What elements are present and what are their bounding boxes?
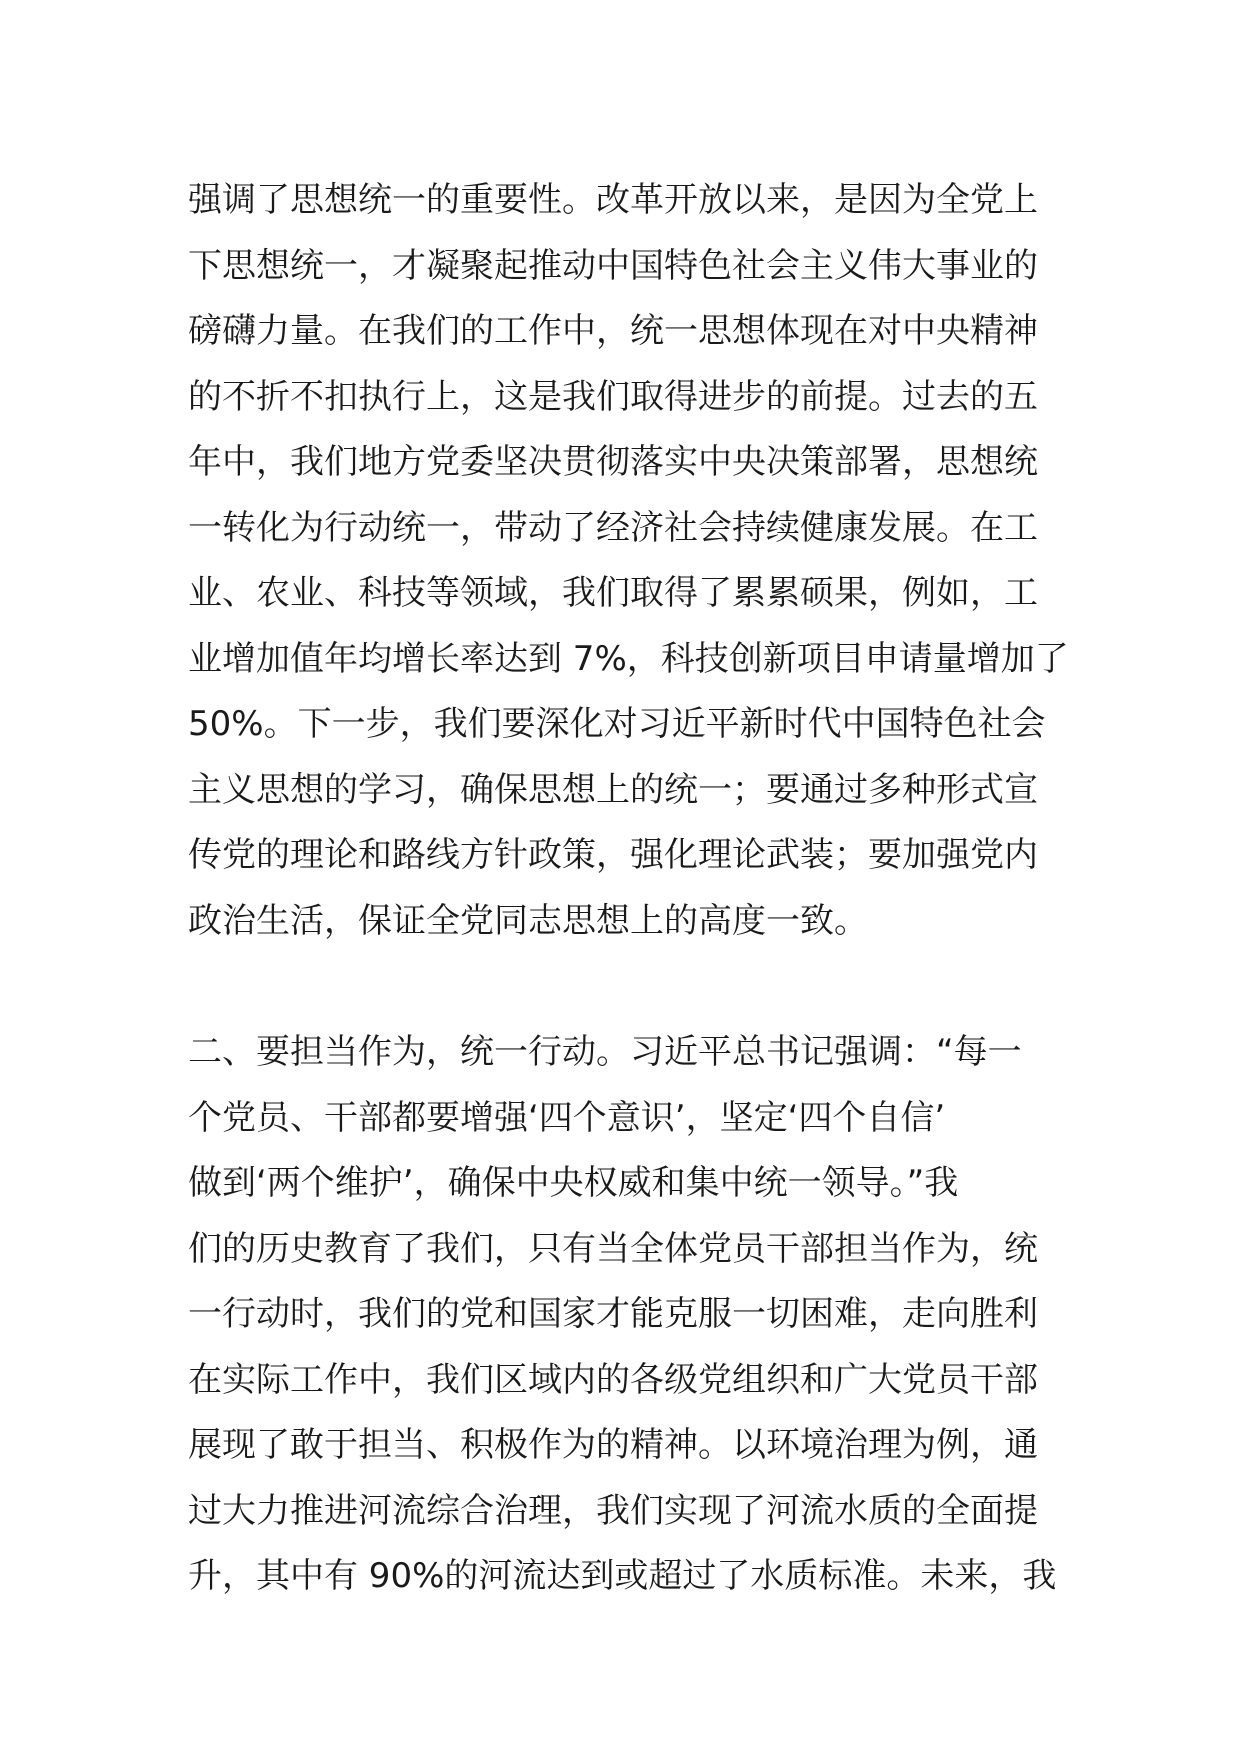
text-line: 展现了敢于担当、积极作为的精神。以环境治理为例，通 [188, 1425, 1038, 1465]
paragraph-unified-action [188, 1020, 1068, 1610]
text-line: 一转化为行动统一，带动了经济社会持续健康发展。在工 [188, 507, 1038, 548]
text-line: 个党员、干部都要增强‘四个意识’，坚定‘四个自信’ [188, 1097, 946, 1138]
text-line: 做到‘两个维护’，确保中央权威和集中统一领导。”我 [188, 1163, 959, 1203]
text-line: 业、农业、科技等领域，我们取得了累累硕果，例如，工 [188, 573, 1038, 613]
text-line: 的不折不扣执行上，这是我们取得进步的前提。过去的五 [188, 376, 1038, 417]
text-line: 下思想统一，才凝聚起推动中国特色社会主义伟大事业的 [188, 245, 1038, 286]
text-line: 过大力推进河流综合治理，我们实现了河流水质的全面提 [188, 1490, 1038, 1531]
text-line: 一行动时，我们的党和国家才能克服一切困难，走向胜利 [188, 1294, 1038, 1334]
text-line: 政治生活，保证全党同志思想上的高度一致。 [188, 900, 868, 941]
paragraph-thought-unity [188, 168, 1068, 954]
text-line: 磅礴力量。在我们的工作中，统一思想体现在对中央精神 [188, 311, 1038, 351]
text-line: 二、要担当作为，统一行动。习近平总书记强调：“每一 [188, 1032, 1022, 1072]
text-line: 传党的理论和路线方针政策，强化理论武装；要加强党内 [188, 835, 1038, 875]
text-line: 主义思想的学习，确保思想上的统一；要通过多种形式宣 [188, 769, 1038, 810]
text-line: 在实际工作中，我们区域内的各级党组织和广大党员干部 [188, 1359, 1038, 1400]
text-line: 们的历史教育了我们，只有当全体党员干部担当作为，统 [188, 1228, 1038, 1269]
text-line: 升，其中有 90%的河流达到或超过了水质标准。未来，我 [188, 1556, 1057, 1596]
text-line: 年中，我们地方党委坚决贯彻落实中央决策部署，思想统 [188, 442, 1038, 482]
text-line: 业增加值年均增长率达到 7%，科技创新项目申请量增加了 [188, 638, 1069, 679]
text-line: 50%。下一步，我们要深化对习近平新时代中国特色社会 [188, 704, 1046, 744]
text-line: 强调了思想统一的重要性。改革开放以来，是因为全党上 [188, 180, 1038, 220]
